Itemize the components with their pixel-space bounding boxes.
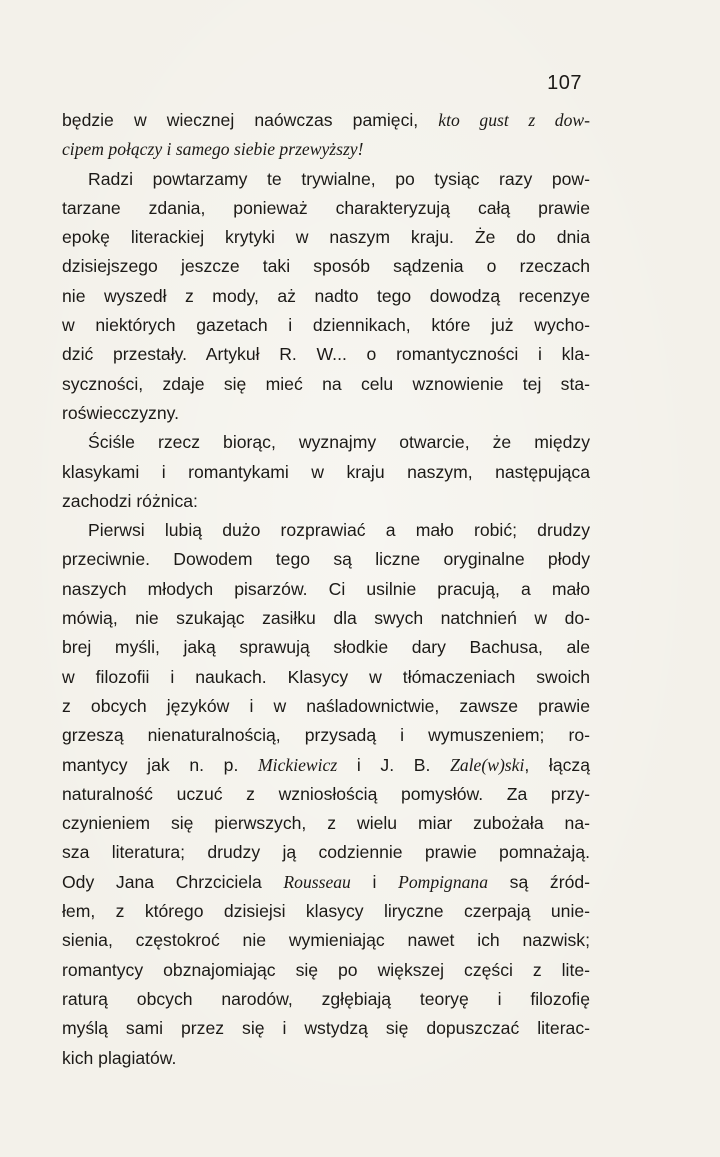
text-line [62, 663, 590, 692]
text-line [62, 985, 590, 1014]
text-run: w niektórych gazetach i dziennikach, które już wycho- [62, 315, 590, 336]
text-run: cipem połączy i samego siebie przewyższy! [62, 139, 364, 160]
page-number: 107 [547, 72, 582, 94]
text-run: sienia, częstokroć nie wymieniając nawet ich nazwisk; [62, 930, 590, 951]
text-line [62, 194, 590, 223]
text-run: myślą sami przez się i wstydzą się dopuszczać literac- [62, 1018, 590, 1039]
text-line [62, 311, 590, 340]
text-line [62, 633, 590, 662]
text-line [62, 1014, 590, 1043]
text-run: Radzi powtarzamy te trywialne, po tysiąc razy pow- [88, 168, 590, 189]
text-run: łem, z którego dzisiejsi klasycy liryczne czerpają unie- [62, 901, 590, 922]
text-line [62, 838, 590, 867]
text-run: nie wyszedł z mody, aż nadto tego dowodzą recenzye [62, 285, 590, 306]
text-line [62, 604, 590, 633]
text-line [62, 721, 590, 750]
text-run: brej myśli, jaką sprawują słodkie dary Bachusa, ale [62, 637, 590, 658]
text-run: dzisiejszego jeszcze taki sposób sądzenia o rzeczach [62, 256, 590, 277]
text-line [62, 106, 590, 135]
text-line [62, 252, 590, 281]
text-line [62, 165, 590, 194]
text-run: mantycy jak n. p. [62, 754, 259, 775]
text-line [62, 516, 590, 545]
text-line [62, 926, 590, 955]
text-run: , łączą [524, 754, 590, 775]
text-run: kich plagiatów. [62, 1047, 177, 1068]
text-line [62, 809, 590, 838]
text-line [62, 428, 590, 457]
text-run: kto gust z dow- [438, 110, 590, 130]
text-run: naszych młodych pisarzów. Ci usilnie pracują, a mało [62, 578, 590, 599]
text-line [62, 282, 590, 311]
text-run: sza literatura; drudzy ją codziennie prawie pomnażają. [62, 842, 590, 863]
text-line [62, 1044, 590, 1073]
text-run: Pierwsi lubią dużo rozprawiać a mało robić; drudzy [88, 520, 590, 541]
text-run: Ody Jana Chrzciciela [62, 871, 284, 892]
text-line [62, 751, 590, 780]
text-run: będzie w wiecznej naówczas pamięci, [62, 110, 439, 130]
text-run: romantycy obznajomiając się po większej części z lite- [62, 959, 590, 980]
text-run: z obcych języków i w naśladownictwie, zawsze prawie [62, 695, 590, 716]
text-run: tarzane zdania, ponieważ charakteryzują całą prawie [62, 197, 590, 218]
text-line [62, 458, 590, 487]
body-text [62, 106, 590, 1073]
text-line [62, 135, 590, 164]
text-line [62, 780, 590, 809]
text-run: Pompignana [398, 871, 489, 892]
text-run: epokę literackiej krytyki w naszym kraju. Że do dnia [62, 227, 590, 248]
text-line [62, 868, 590, 897]
text-line [62, 956, 590, 985]
text-run: Ściśle rzecz biorąc, wyznajmy otwarcie, że między [88, 432, 590, 453]
text-run: raturą obcych narodów, zgłębiają teoryę i filozofię [62, 988, 590, 1009]
text-run: i [350, 871, 399, 892]
text-run: w filozofii i naukach. Klasycy w tłómaczeniach swoich [62, 666, 590, 687]
text-run: naturalność uczuć z wzniosłością pomysłów. Za przy- [62, 783, 590, 804]
text-line [62, 692, 590, 721]
text-run: Rousseau [283, 871, 351, 892]
text-run: grzeszą nienaturalnością, przysadą i wymuszeniem; ro- [62, 725, 590, 746]
text-line [62, 399, 590, 428]
text-run: Zale(w)ski [450, 754, 525, 775]
text-line [62, 545, 590, 574]
text-line [62, 487, 590, 516]
text-line [62, 370, 590, 399]
text-line [62, 340, 590, 369]
text-run: dzić przestały. Artykuł R. W... o romantyczności i kla- [62, 344, 590, 365]
text-line [62, 223, 590, 252]
text-line [62, 575, 590, 604]
text-run: mówią, nie szukając zasiłku dla swych natchnień w do- [62, 608, 590, 629]
text-run: Mickiewicz [258, 754, 338, 775]
text-run: czynieniem się pierwszych, z wielu miar zubożała na- [62, 813, 590, 834]
text-line [62, 897, 590, 926]
text-run: zachodzi różnica: [62, 490, 198, 511]
text-run: klasykami i romantykami w kraju naszym, następująca [62, 461, 590, 482]
text-run: syczności, zdaje się mieć na celu wznowienie tej sta- [62, 373, 590, 394]
text-run: i J. B. [337, 754, 451, 775]
text-run: roświecczyzny. [62, 402, 179, 423]
text-run: są źród- [488, 871, 590, 892]
text-run: przeciwnie. Dowodem tego są liczne oryginalne płody [62, 549, 590, 570]
